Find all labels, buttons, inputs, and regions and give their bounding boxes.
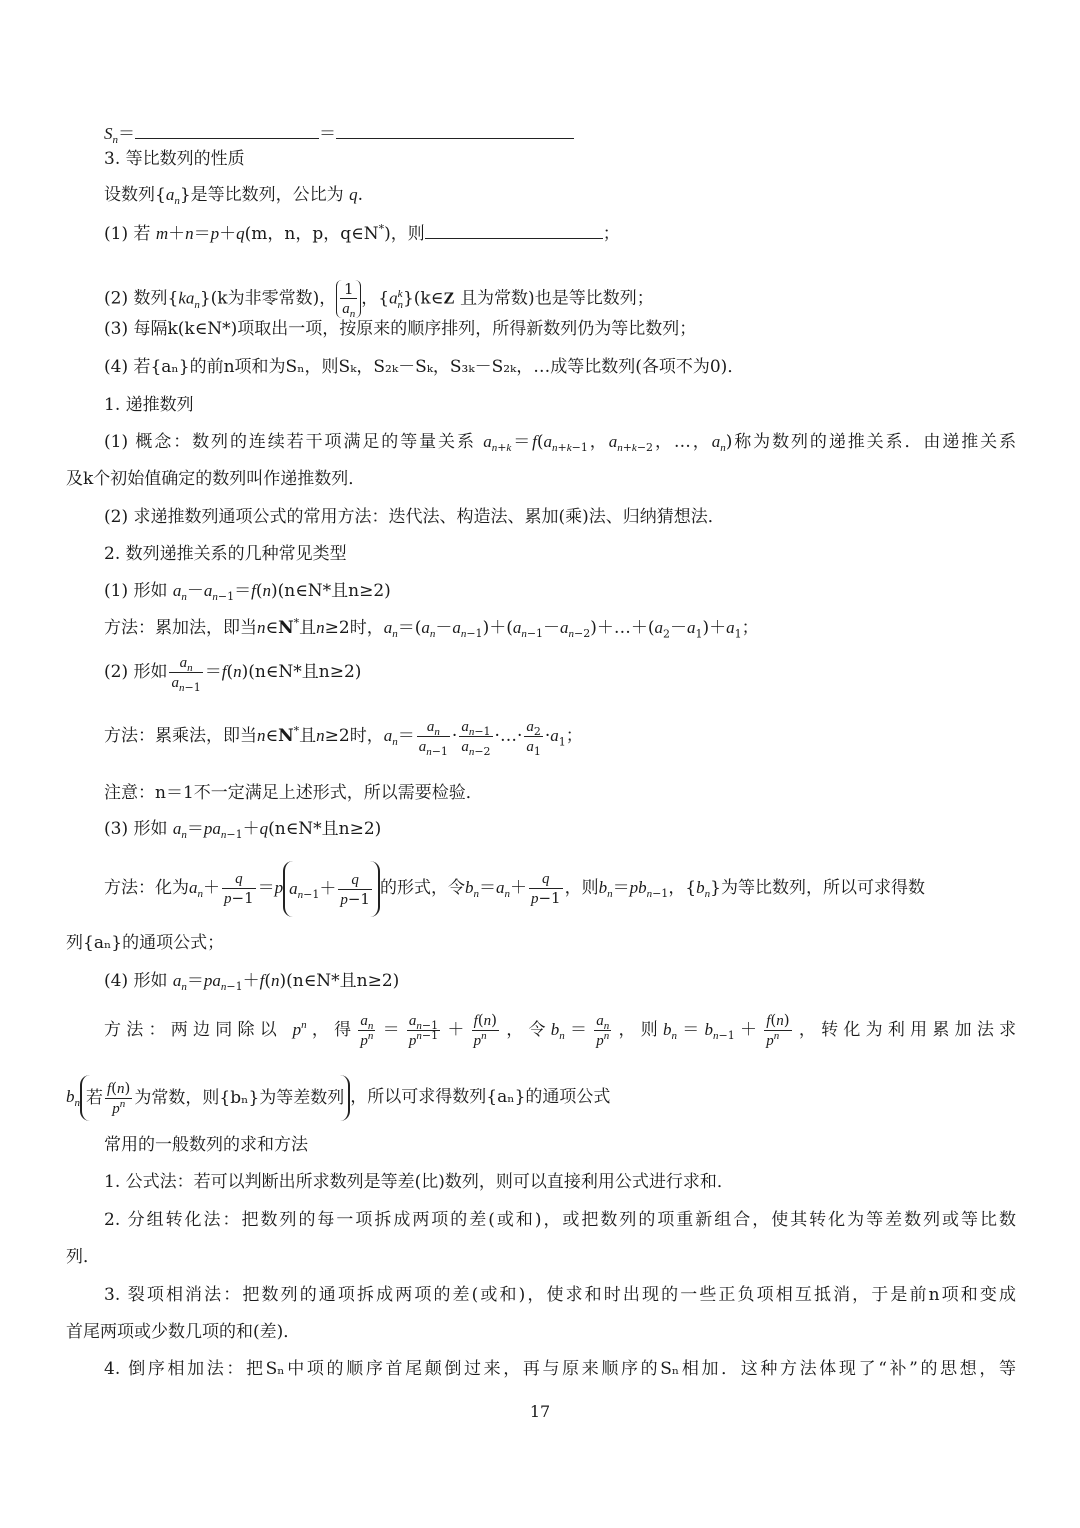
sum-method-2-cont: 列．	[66, 1247, 100, 1267]
paragraph: 及k个初始值确定的数列叫作递推数列．	[66, 469, 366, 489]
paragraph: (1) 概念：数列的连续若干项满足的等量关系 $a_{n+k}=f(a_{n+k-1}$，$a_{n+k-2}$，…，$a_n$)称为数列的递推关系．由递推关系	[104, 432, 1017, 455]
fill-blank[interactable]	[336, 122, 574, 139]
type-3: (3) 形如 $a_n=pa_{n-1}+q(n\in N*$且n≥2)	[104, 819, 382, 842]
method-4-cont: $b_n$ 若 $\frac{f(n)}{p^n}$ 为常数，则{bₙ}为等差数列 ，所以可求得数列{aₙ}的通项公式	[66, 1074, 1016, 1121]
sum-method-4: 4. 倒序相加法：把Sₙ中项的顺序首尾颠倒过来，再与原来顺序的Sₙ相加．这种方法体现了“补”的思想，等	[104, 1359, 1016, 1379]
sum-formula-line: $S_n=$ ＝	[104, 122, 1016, 145]
property-2: (2) 数列$\{ka_n\}(k$为非零常数)， $\frac{1}{a_n}$ ，$\{a^k_n\}(k\in Z$ 且为常数)也是等比数列；	[104, 280, 654, 320]
property-1: (1) 若 m＋n＝p＋q(m，n，p，q∈N*)，则 ；	[104, 222, 620, 244]
section-title: 3. 等比数列的性质	[104, 149, 245, 169]
type-1: (1) 形如 $a_n-a_{n-1}=f(n)(n\in N*$且n≥2)	[104, 581, 391, 604]
paren-group: $a_{n-1}+$ $\frac{q}{p-1}$	[283, 861, 380, 917]
type-2: (2) 形如 $\frac{a_n}{a_{n-1}}$ ＝f(n)(n∈N*且n≥2)	[104, 655, 362, 694]
sum-method-1: 1. 公式法：若可以判断出所求数列是等差(比)数列，则可以直接利用公式进行求和．	[104, 1172, 734, 1192]
sum-method-3-cont: 首尾两项或少数几项的和(差)．	[66, 1322, 301, 1342]
property-4: (4) 若{aₙ}的前n项和为Sₙ，则Sₖ，S₂ₖ－Sₖ，S₃ₖ－S₂ₖ，…成等比数列(各项不为0)．	[104, 357, 745, 377]
method-4: 方法：两边同除以 $p^n$，得 $\frac{a_n}{p^n}$ ＝ $\frac{a_{n-1}}{p^{n-1}}$ ＋ $\frac{f(n)}{p^n}$ ，令$b_n=$ $\frac{a_n}{p^n}$ ，则$b_n=b_{n-1}+$ $\frac{f(n)}{p^n}$ ，转化为利用累加法求	[104, 1011, 1017, 1049]
fill-blank[interactable]	[135, 122, 319, 139]
paragraph: 设数列$\{a_n\}$是等比数列，公比为 q.	[104, 185, 363, 208]
property-3: (3) 每隔k(k∈N*)项取出一项，按原来的顺序排列，所得新数列仍为等比数列；	[104, 319, 697, 339]
paragraph: (2) 求递推数列通项公式的常用方法：迭代法、构造法、累加(乘)法、归纳猜想法．	[104, 507, 725, 527]
section-title: 1. 递推数列	[104, 395, 194, 415]
section-title: 2. 数列递推关系的几种常见类型	[104, 544, 347, 564]
method-3: 方法：化为$a_n+$ $\frac{q}{p-1}$ ＝p $a_{n-1}+$ $\frac{q}{p-1}$ 的形式，令$b_n=a_n+$ $\frac{q}{p-1}$ ，则$b_n=pb_{n-1}$，$\{b_n\}$为等比数列，所以可求得数	[104, 860, 1016, 917]
type-4: (4) 形如 $a_n=pa_{n-1}+f(n)(n\in N*$且n≥2)	[104, 971, 400, 994]
fill-blank[interactable]	[425, 222, 603, 239]
paragraph: 列{aₙ}的通项公式；	[66, 933, 225, 953]
section-title: 常用的一般数列的求和方法	[104, 1135, 308, 1155]
page-number: 17	[529, 1402, 551, 1421]
note: 注意：n＝1不一定满足上述形式，所以需要检验．	[104, 783, 483, 803]
method-2: 方法：累乘法，即当n∈N*且n≥2时，$a_n=$ $\frac{a_n}{a_{n-1}}$ · $\frac{a_{n-1}}{a_{n-2}}$ ·…· $\frac{a_2}{a_1}$ $\cdot a_1$；	[104, 719, 583, 758]
method-1: 方法：累加法，即当n∈N*且n≥2时，$a_n=(a_n-a_{n-1})+(a_{n-1}-a_{n-2})+\dots+(a_2-a_1)+a_1$；	[104, 616, 759, 641]
paren-group: 若 $\frac{f(n)}{p^n}$ 为常数，则{bₙ}为等差数列	[80, 1075, 350, 1121]
sum-method-3: 3. 裂项相消法：把数列的通项拆成两项的差(或和)，使求和时出现的一些正负项相互抵消，于是前n项和变成	[104, 1285, 1016, 1305]
sum-method-2: 2. 分组转化法：把数列的每一项拆成两项的差(或和)，或把数列的项重新组合，使其转化为等差数列或等比数	[104, 1210, 1016, 1230]
reciprocal-brace: $\frac{1}{a_n}$	[336, 280, 361, 318]
